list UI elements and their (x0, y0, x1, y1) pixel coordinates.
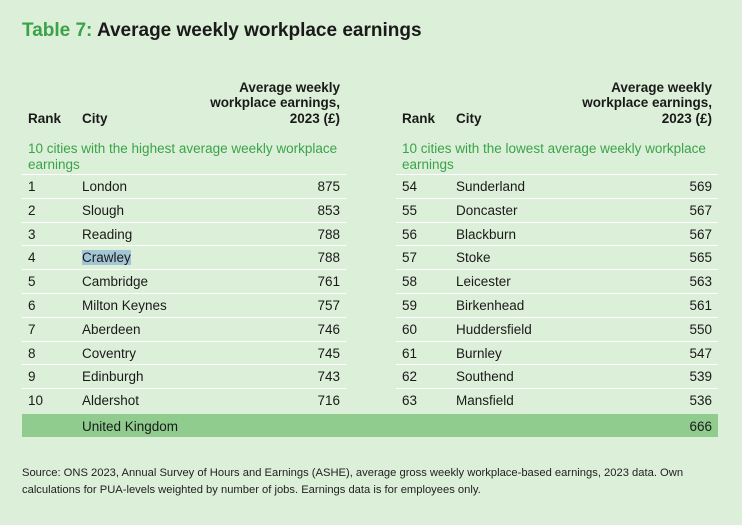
table-row: 8 Coventry 745 (22, 342, 346, 366)
table-number: Table 7: (22, 20, 93, 41)
table-row: 4 Crawley 788 (22, 246, 346, 270)
table-row: 63 Mansfield 536 (402, 393, 712, 409)
table-row: 56 Blackburn 567 (396, 223, 718, 247)
table-row: 60 Huddersfield 550 (396, 318, 718, 342)
table-row: 59 Birkenhead 561 (396, 294, 718, 318)
table-row: 10 Aldershot 716 (28, 393, 340, 409)
table-row: 61 Burnley 547 (396, 342, 718, 366)
table-row: 5 Cambridge 761 (22, 270, 346, 294)
table-row: 62 Southend 539 (396, 365, 718, 389)
total-value: 666 (689, 419, 712, 434)
column-headers (396, 78, 718, 128)
lowest-earnings-panel (396, 78, 718, 412)
table-row: 57 Stoke 565 (396, 246, 718, 270)
section-label: 10 cities with the lowest average weekly workplace earnings (402, 141, 706, 172)
table-body (22, 174, 346, 412)
table-row: 7 Aberdeen 746 (22, 318, 346, 342)
total-row (22, 414, 718, 437)
table-row: 1 London 875 (22, 175, 346, 199)
table-row: 3 Reading 788 (22, 223, 346, 247)
table-title (22, 20, 422, 42)
rank-header: Rank (28, 111, 62, 126)
table-row: 2 Slough 853 (22, 199, 346, 223)
rank-header: Rank (402, 111, 436, 126)
column-headers (22, 78, 346, 128)
highest-earnings-panel (22, 78, 346, 412)
city-header: City (456, 111, 482, 126)
table-body (396, 174, 718, 412)
city-header: City (82, 111, 108, 126)
table-row: 6 Milton Keynes 757 (22, 294, 346, 318)
earnings-header: Average weekly workplace earnings, 2023 (£) (582, 79, 712, 126)
table-row: 58 Leicester 563 (396, 270, 718, 294)
earnings-header: Average weekly workplace earnings, 2023 (£) (210, 79, 340, 126)
source-note: Source: ONS 2023, Annual Survey of Hours and Earnings (ASHE), average gross weekly workplace-based earnings, 2023 data. Own calculations for PUA-levels weighted by number of jobs. Earnings data is for employees only. (22, 467, 684, 496)
table-row: 9 Edinburgh 743 (22, 365, 346, 389)
total-label: United Kingdom (82, 419, 179, 434)
highlighted-city: Crawley (82, 250, 131, 266)
table-row: 54 Sunderland 569 (396, 175, 718, 199)
table-title-text: Average weekly workplace earnings (96, 20, 422, 41)
section-label: 10 cities with the highest average weekly workplace earnings (28, 141, 338, 172)
table-row: 55 Doncaster 567 (396, 199, 718, 223)
